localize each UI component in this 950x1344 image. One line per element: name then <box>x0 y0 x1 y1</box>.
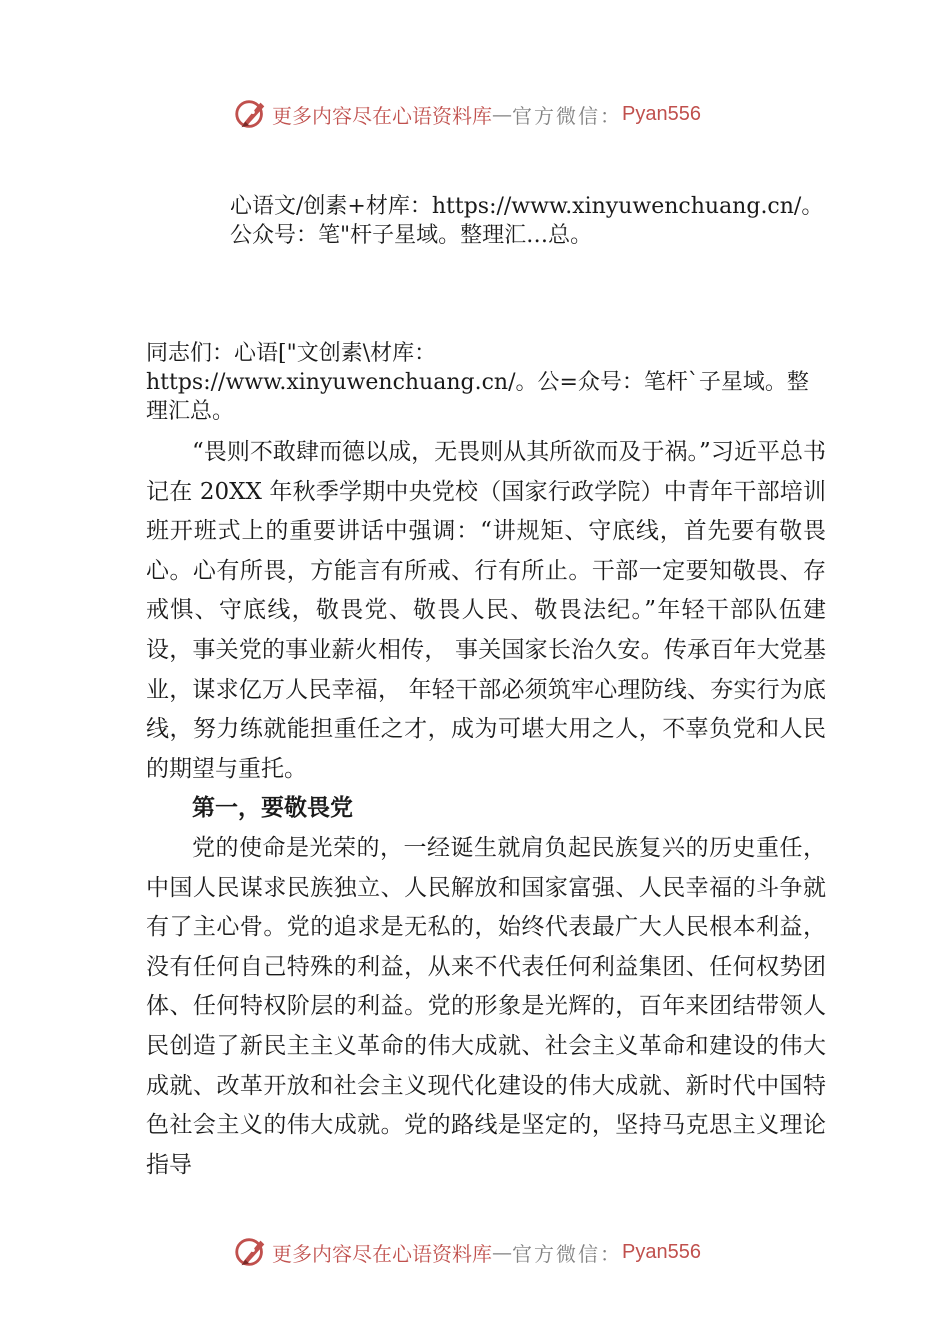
source-note-1: 心语文/创素+材库：https://www.xinyuwenchuang.cn/。公众号：笔"杆子星域。整理汇…总。 <box>230 194 824 248</box>
header-wechat-label: 官方微信： <box>512 103 622 128</box>
document-body <box>146 433 826 1185</box>
section-heading-1: 第一，要敬畏党 <box>192 795 353 822</box>
paragraph-party: 党的使命是光荣的，一经诞生就肩负起民族复兴的历史重任，中国人民谋求民族独立、人民解放和国家富强、人民幸福的斗争就有了主心骨。党的追求是无私的，始终代表最广大人民根本利益，没有任何自己特殊的利益，从来不代表任何利益集团、任何权势团体、任何特权阶层的利益。党的形象是光辉的，百年来团结带领人民创造了新民主主义革命的伟大成就、社会主义革命和建设的伟大成就、改革开放和社会主义现代化建设的伟大成就、新时代中国特色社会主义的伟大成就。党的路线是坚定的，坚持马克思主义理论指导 <box>146 834 826 1178</box>
header-slogan: 更多内容尽在心语资料库 <box>272 103 492 128</box>
header-banner <box>232 94 752 134</box>
header-wechat-id: Pyan556 <box>622 102 701 125</box>
header-dash: — <box>492 102 512 126</box>
footer-wechat-label: 官方微信： <box>512 1241 622 1266</box>
footer-banner <box>232 1232 752 1272</box>
pen-nib-logo-icon <box>232 95 270 133</box>
footer-slogan: 更多内容尽在心语资料库 <box>272 1241 492 1266</box>
footer-dash: — <box>492 1240 512 1264</box>
footer-wechat-id: Pyan556 <box>622 1240 701 1263</box>
pen-nib-logo-icon <box>232 1233 270 1271</box>
source-note-2: 同志们：心语["文创素\材库：https://www.xinyuwenchuang.cn/。公=众号：笔杆`子星域。整理汇总。 <box>146 341 809 424</box>
paragraph-intro: “畏则不敢肆而德以成，无畏则从其所欲而及于祸。”习近平总书记在 20XX 年秋季学期中央党校（国家行政学院）中青年干部培训班开班式上的重要讲话中强调：“讲规矩、守底线，首先要有敬畏心。心有所畏，方能言有所戒、行有所止。干部一定要知敬畏、存戒惧、守底线，敬畏党、敬畏人民、敬畏法纪。”年轻干部队伍建设，事关党的事业薪火相传， 事关国家长治久安。传承百年大党基业，谋求亿万人民幸福， 年轻干部必须筑牢心理防线、夯实行为底线，努力练就能担重任之才，成为可堪大用之人，不辜负党和人民的期望与重托。 <box>146 439 826 782</box>
